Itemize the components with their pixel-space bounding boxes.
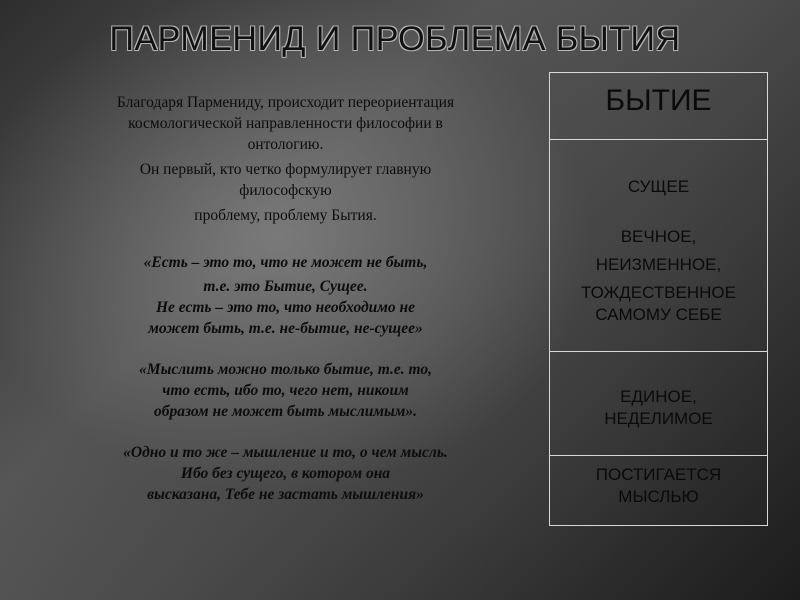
quote-line: «Одно и то же – мышление и то, о чем мысль. [123,444,448,461]
intro-paragraph [48,92,523,155]
table-cell-text: ВЕЧНОЕ, [620,227,697,246]
table-cell-text: МЫСЛЬЮ [618,487,699,506]
table-cell-text: САМОМУ СЕБЕ [595,305,722,324]
slide-title-text: ПАРМЕНИД И ПРОБЛЕМА БЫТИЯ [109,20,681,58]
intro-line: Он первый, кто четко формулирует главную [139,161,432,178]
table-cell-text: СУЩЕЕ [627,177,690,196]
intro-line: философскую [239,182,332,199]
text-block [48,92,523,509]
quote-line: Не есть – это то, что необходимо не [155,299,416,316]
intro-line: проблему, проблему Бытия. [194,207,377,224]
table-header-being: БЫТИЕ [605,84,712,117]
quote-line: «Есть – это то, что не может не быть, [143,254,428,271]
intro-line: онтологию. [247,136,324,153]
table-cell-comprehended [550,455,767,525]
quote-being [48,252,523,339]
quote-thinking [48,359,523,422]
table-cell-text: НЕИЗМЕННОЕ, [595,255,722,274]
quote-identity [48,442,523,505]
quote-line: высказана, Тебе не застать мышления» [147,486,424,503]
table-cell-text: НЕДЕЛИМОЕ [604,409,713,428]
quote-line: т.е. это Бытие, Сущее. [203,278,368,295]
table-cell-text: ПОСТИГАЕТСЯ [595,465,722,484]
intro-paragraph-2 [48,159,523,201]
intro-paragraph-3 [48,205,523,226]
quote-line: «Мыслить можно только бытие, т.е. то, [139,361,432,378]
quote-line: Ибо без сущего, в котором она [180,465,391,482]
being-table [549,72,768,526]
intro-line: космологической направленности философии в [128,115,443,132]
intro-line: Благодаря Пармениду, происходит переориентация [116,94,455,111]
table-cell-unified [550,351,767,455]
quote-line: что есть, ибо то, чего нет, никоим [162,382,409,399]
quote-line: может быть, т.е. не-бытие, не-сущее» [148,320,423,337]
table-cell-existent [550,139,767,351]
slide-title [0,20,798,59]
quote-line: образом не может быть мыслимым». [154,403,417,420]
table-cell-text: ТОЖДЕСТВЕННОЕ [581,283,736,302]
table-cell-text: ЕДИНОЕ, [620,387,697,406]
